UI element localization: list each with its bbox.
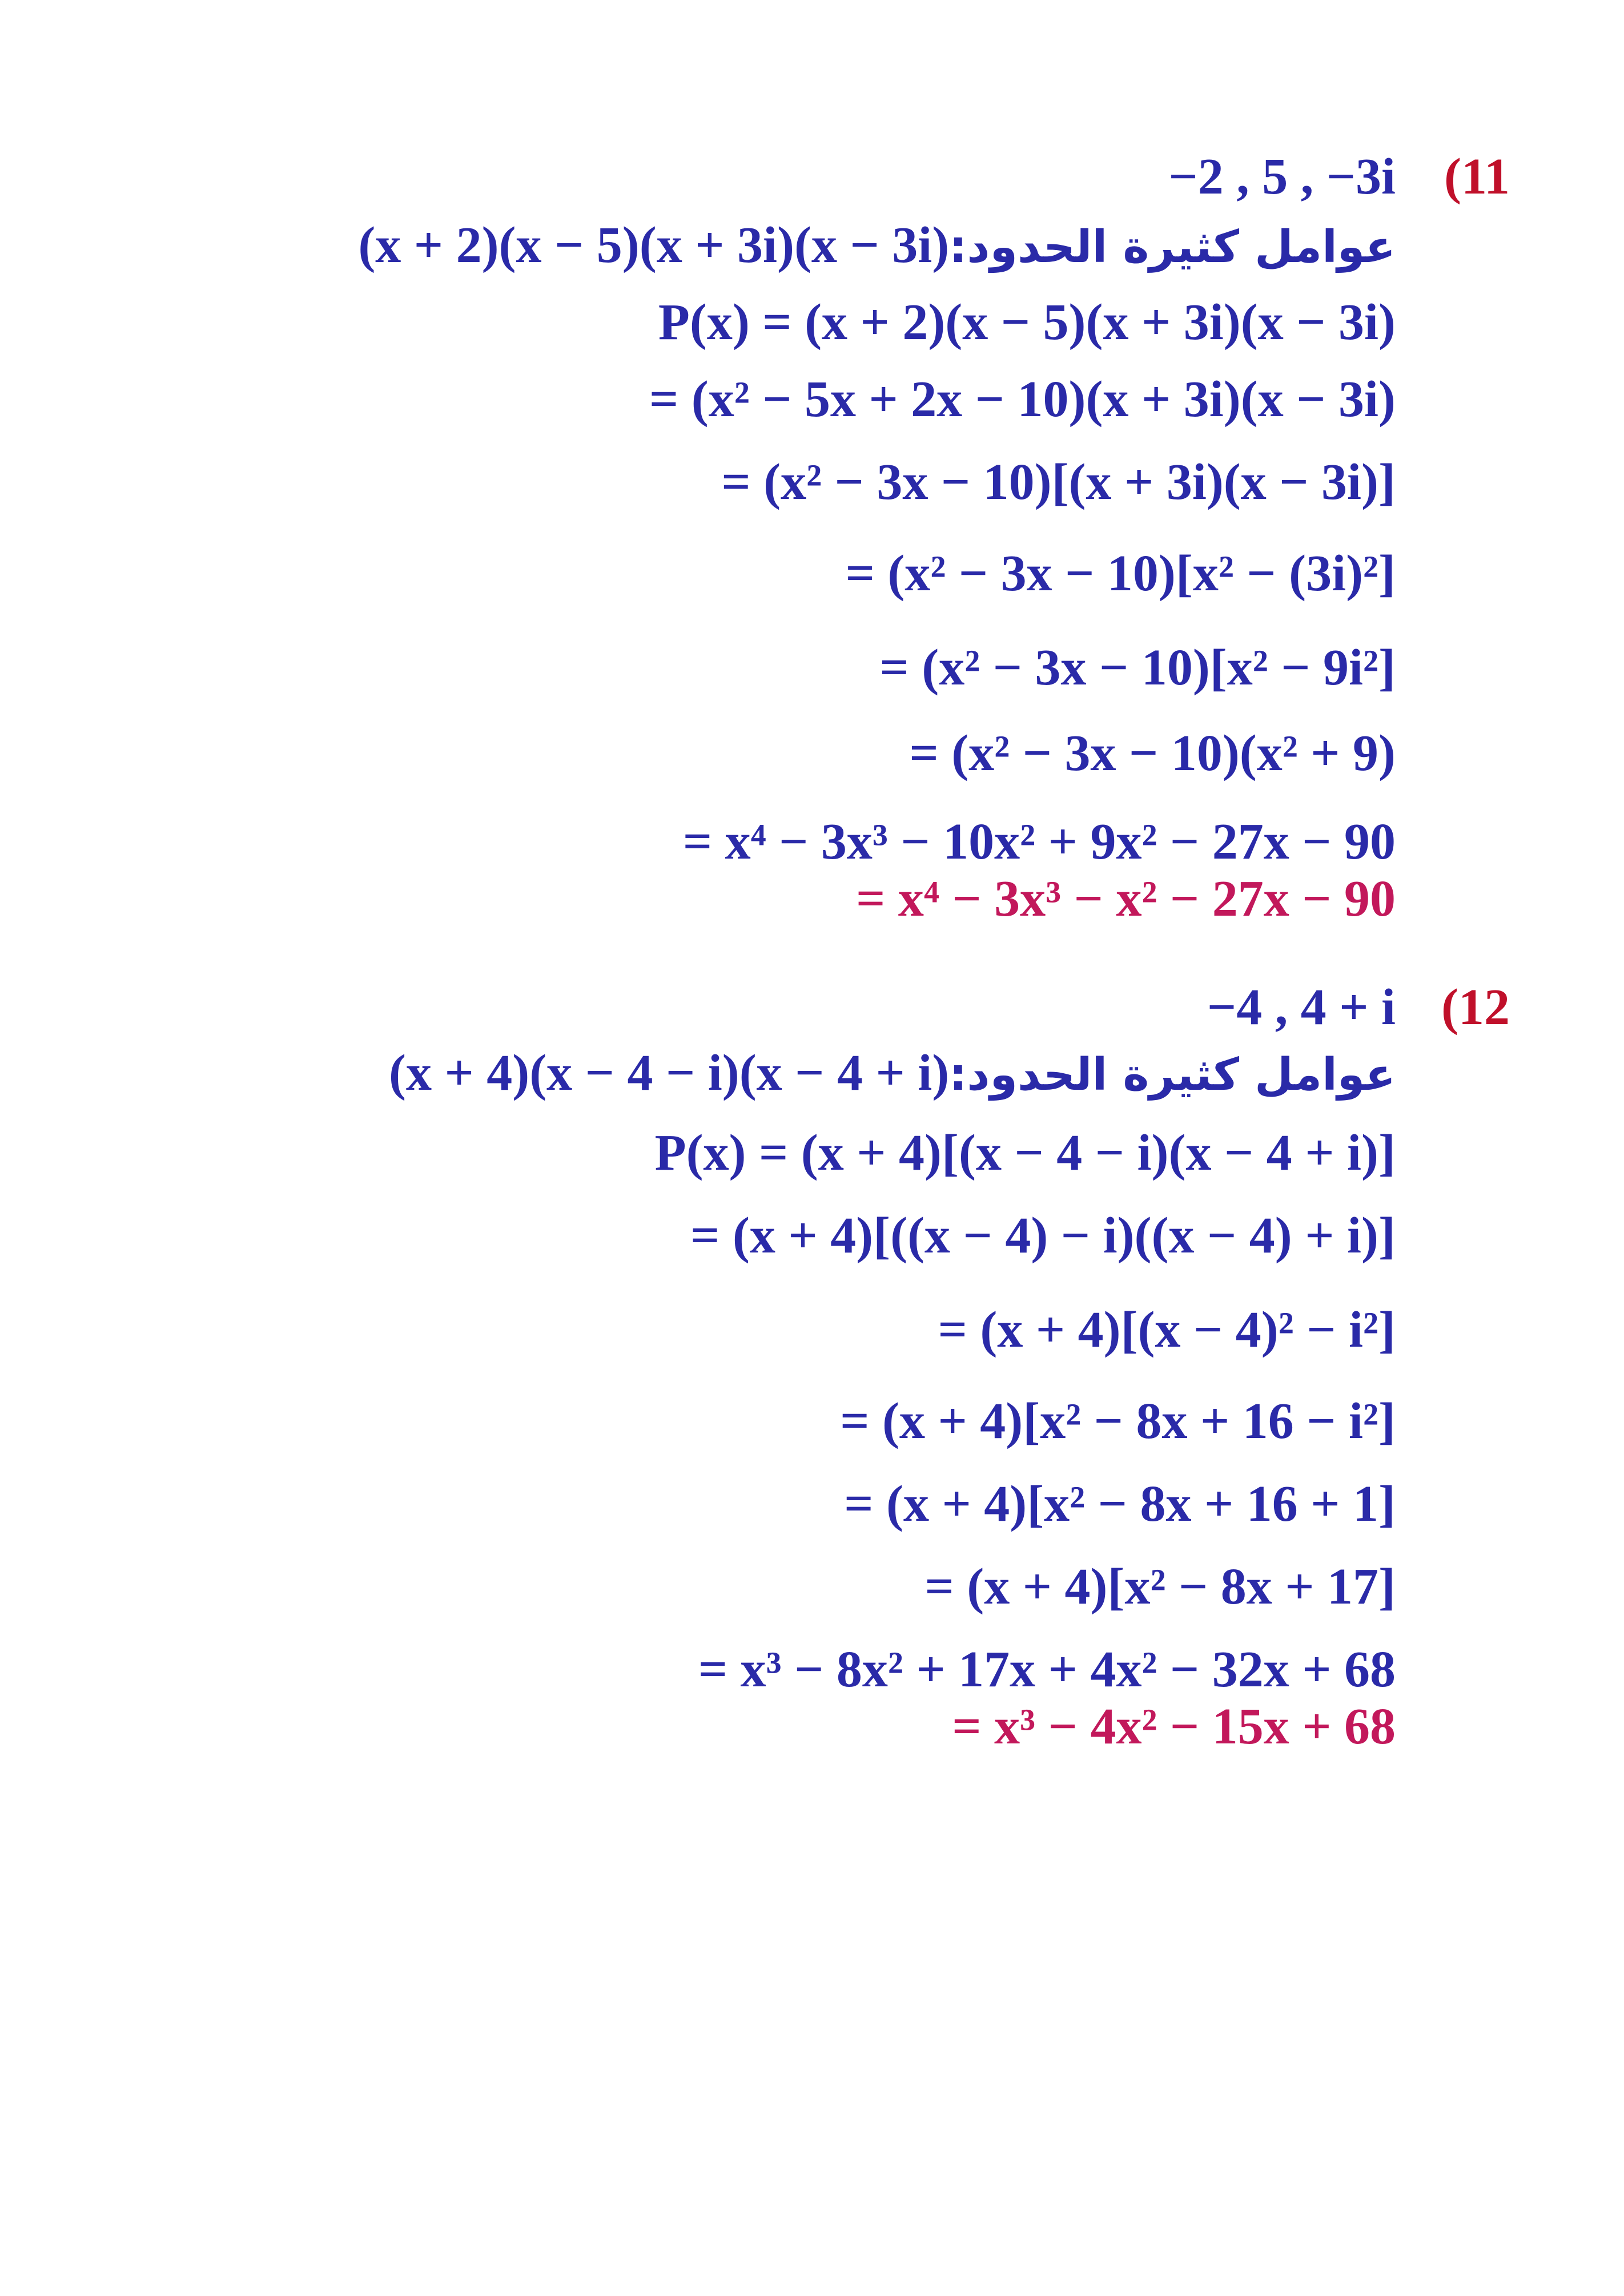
problem-number: (12	[1441, 979, 1510, 1036]
step-line: = x³ − 8x² + 17x + 4x² − 32x + 68	[698, 1641, 1396, 1698]
step-line: = (x² − 3x − 10)[(x + 3i)(x − 3i)]	[721, 454, 1396, 510]
given-zeros: −4 , 4 + i	[1207, 979, 1396, 1036]
step-line: = (x + 4)[((x − 4) − i)((x − 4) + i)]	[690, 1207, 1396, 1264]
step-line: P(x) = (x + 4)[(x − 4 − i)(x − 4 + i)]	[654, 1125, 1396, 1181]
step-line: = x⁴ − 3x³ − 10x² + 9x² − 27x − 90	[682, 813, 1396, 870]
factors-line	[358, 214, 1396, 279]
factors-label: عوامل كثيرة الحدود:	[949, 221, 1396, 273]
step-line: = (x + 4)[x² − 8x + 17]	[924, 1558, 1396, 1615]
step-line: = (x² − 3x − 10)[x² − 9i²]	[879, 639, 1396, 696]
step-line: P(x) = (x + 2)(x − 5)(x + 3i)(x − 3i)	[658, 294, 1396, 351]
given-zeros: −2 , 5 , −3i	[1168, 148, 1396, 205]
step-line: = (x + 4)[x² − 8x + 16 − i²]	[840, 1393, 1396, 1449]
problem-number: (11	[1444, 148, 1510, 205]
final-answer: = x⁴ − 3x³ − x² − 27x − 90	[856, 871, 1396, 927]
step-line: = (x² − 3x − 10)(x² + 9)	[909, 725, 1396, 782]
step-line: = (x² − 3x − 10)[x² − (3i)²]	[845, 545, 1396, 602]
factors-expression: (x + 4)(x − 4 − i)(x − 4 + i)	[388, 1045, 950, 1101]
factors-label: عوامل كثيرة الحدود:	[949, 1049, 1396, 1101]
factors-line	[389, 1042, 1396, 1106]
final-answer: = x³ − 4x² − 15x + 68	[952, 1698, 1396, 1755]
step-line: = (x + 4)[(x − 4)² − i²]	[938, 1302, 1396, 1358]
step-line: = (x² − 5x + 2x − 10)(x + 3i)(x − 3i)	[649, 371, 1396, 428]
factors-expression: (x + 2)(x − 5)(x + 3i)(x − 3i)	[358, 217, 950, 273]
step-line: = (x + 4)[x² − 8x + 16 + 1]	[844, 1476, 1396, 1532]
